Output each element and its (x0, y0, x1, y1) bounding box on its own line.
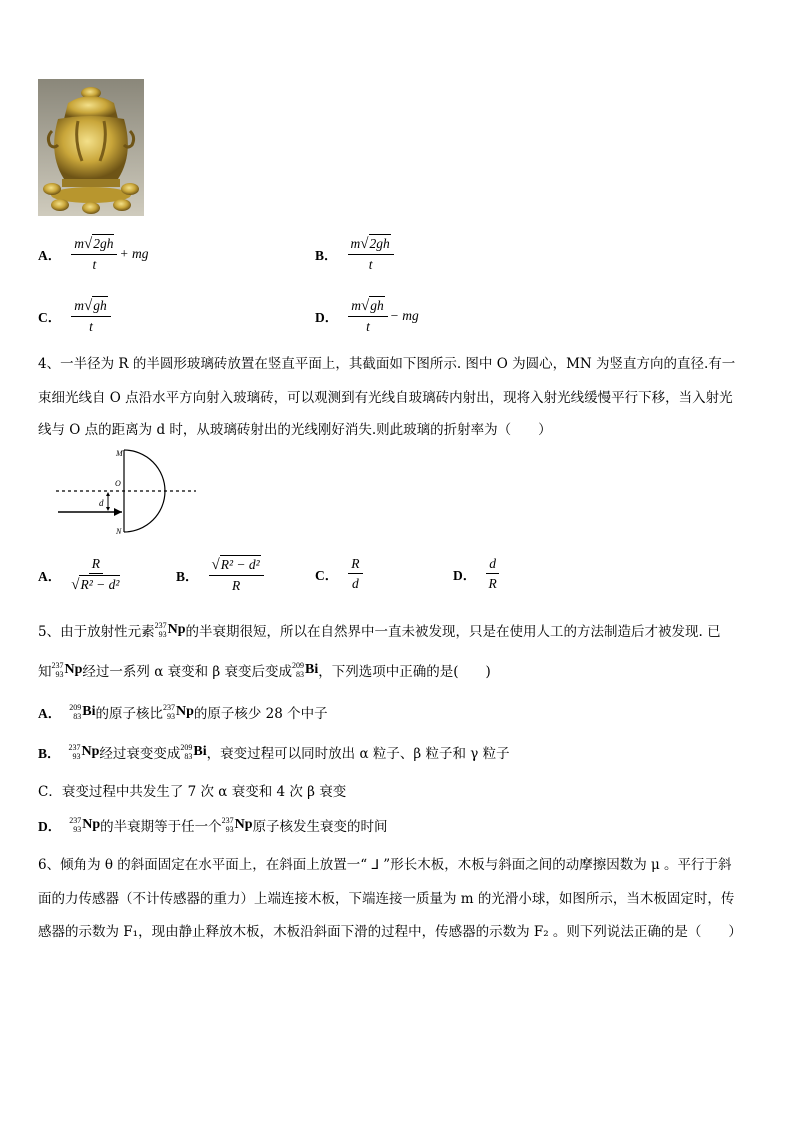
q5-option-a: A． 209 83 Bi 的原子核比 237 93 Np 的原子核少 28 个中子 (38, 703, 328, 722)
fraction: $\frac{d}{R}$ (486, 555, 499, 592)
q5-line-2: 知 237 93 Np 经过一系列 α 衰变和 β 衰变后变成 209 83 Bi ，下列选项中正确的是( ) (38, 661, 491, 680)
q4-line-3: 线与 O 点的距离为 d 时，从玻璃砖射出的光线刚好消失.则此玻璃的折射率为（ ） (38, 422, 552, 438)
nuclide-np: 237 93 Np (154, 621, 186, 639)
q6-line-2: 面的力传感器（不计传感器的重力）上端连接木板，下端连接一质量为 m 的光滑小球，如图所示，当木板固定时，传 (38, 891, 735, 907)
option-label: A． (38, 568, 62, 584)
fraction: $\frac{m√gh}{t}$ (348, 296, 387, 335)
seismoscope-photo (38, 79, 144, 216)
fraction: $\frac{R}{d}$ (348, 555, 362, 592)
q3-option-d (315, 296, 419, 335)
semicircle-glass-diagram (56, 446, 202, 536)
q5-option-c: C．衰变过程中共发生了 7 次 α 衰变和 4 次 β 衰变 (38, 784, 347, 800)
label-o: O (115, 479, 121, 488)
q6-line-3: 感器的示数为 F₁，现由静止释放木板，木板沿斜面下滑的过程中，传感器的示数为 F₂ 。则下列说法正确的是（ ） (38, 924, 742, 940)
q6-line-1: 6、倾角为 θ 的斜面固定在水平面上，在斜面上放置一“ ⅃ ”形长木板，木板与斜面之间的动摩擦因数为 μ 。平行于斜 (38, 857, 732, 873)
fraction: $\frac{m√2gh}{t}$ (348, 234, 394, 273)
nuclide-bi: 209 83 Bi (69, 703, 96, 721)
q4-option-b (176, 555, 266, 594)
expression-tail: + mg (119, 245, 149, 261)
fraction: $\frac{R}{\text{√R² − d²}}$ (71, 556, 120, 593)
q4-option-c (315, 555, 365, 592)
q3-option-a (38, 234, 148, 273)
q5-option-d: D． 237 93 Np 的半衰期等于任一个 237 93 Np 原子核发生衰变的时间 (38, 816, 388, 835)
fraction: $\frac{m√gh}{t}$ (71, 296, 110, 335)
q4-option-a (38, 555, 122, 594)
q3-option-b (315, 234, 396, 273)
option-label: C． (315, 567, 339, 583)
nuclide-np: 237 93 Np (221, 816, 253, 834)
q5-line-1: 5、由于放射性元素 237 93 Np 的半衰期很短，所以在自然界中一直未被发现，只是在使用人工的方法制造后才被发现. 已 (38, 621, 721, 640)
label-d: d (99, 498, 104, 508)
label-m: M (116, 449, 123, 458)
q4-line-1: 4、一半径为 R 的半圆形玻璃砖放置在竖直平面上，其截面如下图所示. 图中 O 为圆心，MN 为竖直方向的直径.有一 (38, 356, 736, 372)
expression-tail: − mg (389, 307, 419, 323)
nuclide-np: 237 93 Np (162, 703, 194, 721)
nuclide-np: 237 93 Np (51, 661, 83, 679)
q4-line-2: 束细光线自 O 点沿水平方向射入玻璃砖，可以观测到有光线自玻璃砖内射出，现将入射光线缓慢平行下移，当入射光 (38, 390, 733, 406)
option-label: D． (315, 309, 339, 325)
option-label: C． (38, 309, 62, 325)
label-n: N (116, 527, 122, 536)
option-label: A． (38, 247, 62, 263)
option-label: D． (453, 567, 477, 583)
fraction: $\frac{\text{√R² − d²}}{R}$ (209, 555, 264, 594)
q3-option-c (38, 296, 113, 335)
option-label: B． (315, 247, 338, 263)
nuclide-np: 237 93 Np (69, 816, 101, 834)
option-label: B． (176, 568, 199, 584)
nuclide-np: 237 93 Np (68, 743, 100, 761)
q5-option-b: B． 237 93 Np 经过衰变变成 209 83 Bi ，衰变过程可以同时放出 α 粒子、β 粒子和 γ 粒子 (38, 743, 510, 762)
fraction: $\frac{m√2gh}{t}$ (71, 234, 117, 273)
nuclide-bi: 209 83 Bi (292, 661, 319, 679)
q4-option-d (453, 555, 501, 592)
nuclide-bi: 209 83 Bi (180, 743, 207, 761)
